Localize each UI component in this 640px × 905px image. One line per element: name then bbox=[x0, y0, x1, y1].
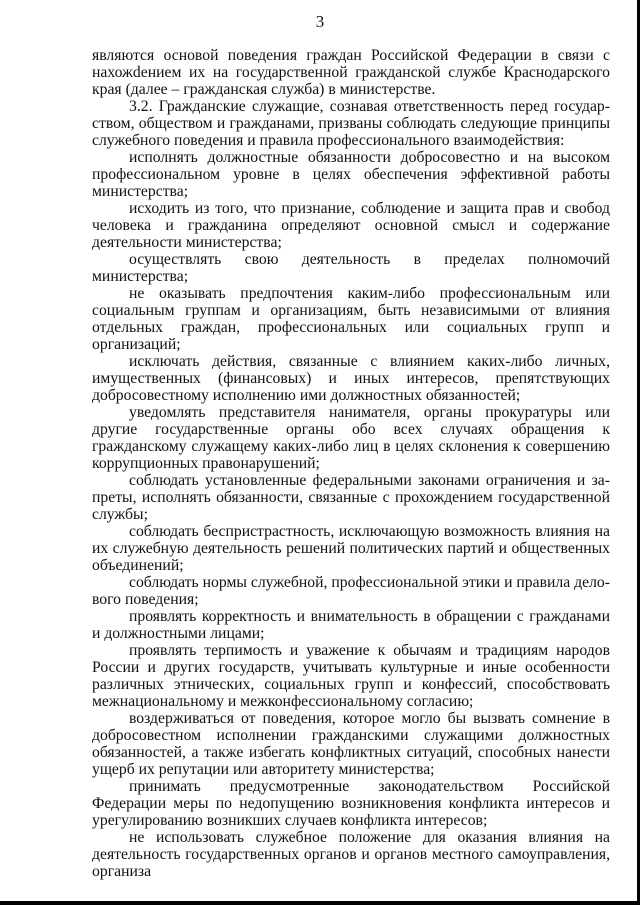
principle-item: исключать действия, связанные с влиянием каких-либо личных, имущественных (финансовых) и иных интересов, препятствующих добросовестному исполнению ими должностных обязанностей; bbox=[92, 353, 610, 404]
page-number: 3 bbox=[315, 12, 325, 31]
principle-item: исполнять должностные обязанности добросовестно и на высоком профессиональном уровне в целях обеспечения эффективной работы министерства; bbox=[92, 149, 610, 200]
principle-item: не оказывать предпочтения каким-либо профессиональным или социальным группам и организациям, быть независимыми от влияния отдельных граждан, профессиональных или социальных групп и организаций; bbox=[92, 285, 610, 353]
principle-item: уведомлять представителя нанимателя, органы прокуратуры или другие государственные органы обо всех случаях обращения к гражданскому служащему каких-либо лиц в целях склонения к совершению коррупционных правонарушений; bbox=[92, 404, 610, 472]
principle-item: исходить из того, что признание, соблюдение и защита прав и свобод человека и гражданина определяют основной смысл и содержание деятельности министерства; bbox=[92, 200, 610, 251]
principle-item: осуществлять свою деятельность в пределах полномочий министерства; bbox=[92, 251, 610, 285]
paragraph-3-2-intro: 3.2. Гражданские служащие, сознавая ответственность перед государством, обществом и гражданами, призваны соблюдать следующие принципы служебного поведения и правила профессионального взаимодействия: bbox=[92, 98, 610, 149]
paragraph-continuation: являются основой поведения граждан Российской Федерации в связи с нахожdением их на государственной гражданской службе Краснодарского края (далее – гражданская служба) в министерстве. bbox=[92, 47, 610, 98]
principle-item: соблюдать беспристрастность, исключающую возможность влияния на их служебную деятельность решений политических партий и общественных объединений; bbox=[92, 523, 610, 574]
principle-item: проявлять терпимость и уважение к обычаям и традициям народов России и других государств, учитывать культурные и иные особенности различных этнических, социальных групп и конфессий, способствовать межнациональному и межконфессиональному согласию; bbox=[92, 642, 610, 710]
principle-item: соблюдать нормы служебной, профессиональной этики и правила делового поведения; bbox=[92, 574, 610, 608]
principle-item: воздерживаться от поведения, которое могло бы вызвать сомнение в добросовестном исполнении гражданскими служащими должностных обязанностей, а также избегать конфликтных ситуаций, способных нанести ущерб их репутации или авторитету министерства; bbox=[92, 710, 610, 778]
principle-item: проявлять корректность и внимательность в обращении с гражданами и должностными лицами; bbox=[92, 608, 610, 642]
document-body bbox=[92, 47, 610, 880]
principle-item: соблюдать установленные федеральными законами ограничения и запреты, исполнять обязанности, связанные с прохождением государственной службы; bbox=[92, 472, 610, 523]
principle-item: принимать предусмотренные законодательством Российской Федерации меры по недопущению возникновения конфликта интересов и урегулированию возникших случаев конфликта интересов; bbox=[92, 778, 610, 829]
principle-item: не использовать служебное положение для оказания влияния на деятельность государственных органов и органов местного самоуправления, организа bbox=[92, 829, 610, 880]
scan-edge-bottom bbox=[0, 901, 640, 905]
